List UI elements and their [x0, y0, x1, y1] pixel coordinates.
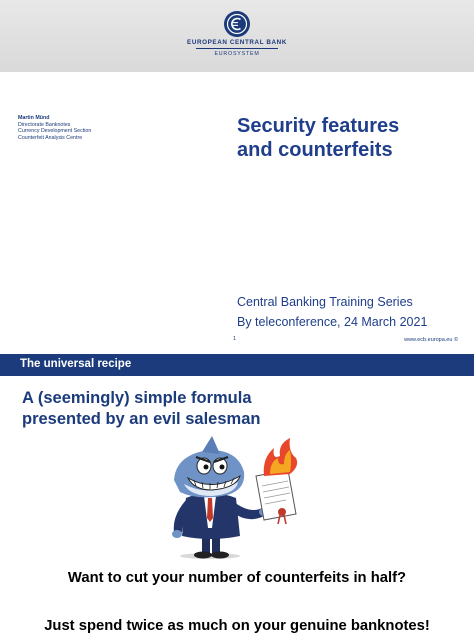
section-bar	[0, 354, 474, 376]
presentation-title	[237, 114, 399, 162]
author-line: Currency Development Section	[18, 128, 92, 135]
shark-salesman-illustration	[150, 436, 330, 562]
section-title: The universal recipe	[20, 358, 132, 370]
subtitle-line: Central Banking Training Series	[237, 295, 413, 309]
title-line: and counterfeits	[237, 139, 393, 161]
subtitle-line: By teleconference, 24 March 2021	[237, 315, 428, 329]
title-line: Security features	[237, 115, 400, 137]
author-block	[18, 115, 91, 141]
presentation-subtitle	[237, 292, 427, 332]
org-subtitle: EUROSYSTEM	[214, 51, 260, 57]
ecb-header	[0, 0, 474, 72]
euro-sign-icon	[223, 10, 251, 38]
slide-question: Want to cut your number of counterfeits in half?	[67, 570, 407, 586]
org-name: EUROPEAN CENTRAL BANK	[187, 39, 287, 46]
header-divider	[196, 48, 278, 49]
slide-heading	[22, 388, 260, 430]
heading-line: A (seemingly) simple formula	[22, 389, 252, 407]
slide-answer: Just spend twice as much on your genuine banknotes!	[44, 618, 430, 634]
author-line: Counterfeit Analysis Centre	[18, 134, 83, 141]
author-name: Martin Münd	[18, 115, 50, 121]
heading-line: presented by an evil salesman	[22, 410, 261, 428]
author-line: Directorate Banknotes	[18, 121, 71, 128]
footer-url: www.ecb.europa.eu ©	[404, 337, 458, 343]
page-number: 1	[233, 336, 237, 342]
